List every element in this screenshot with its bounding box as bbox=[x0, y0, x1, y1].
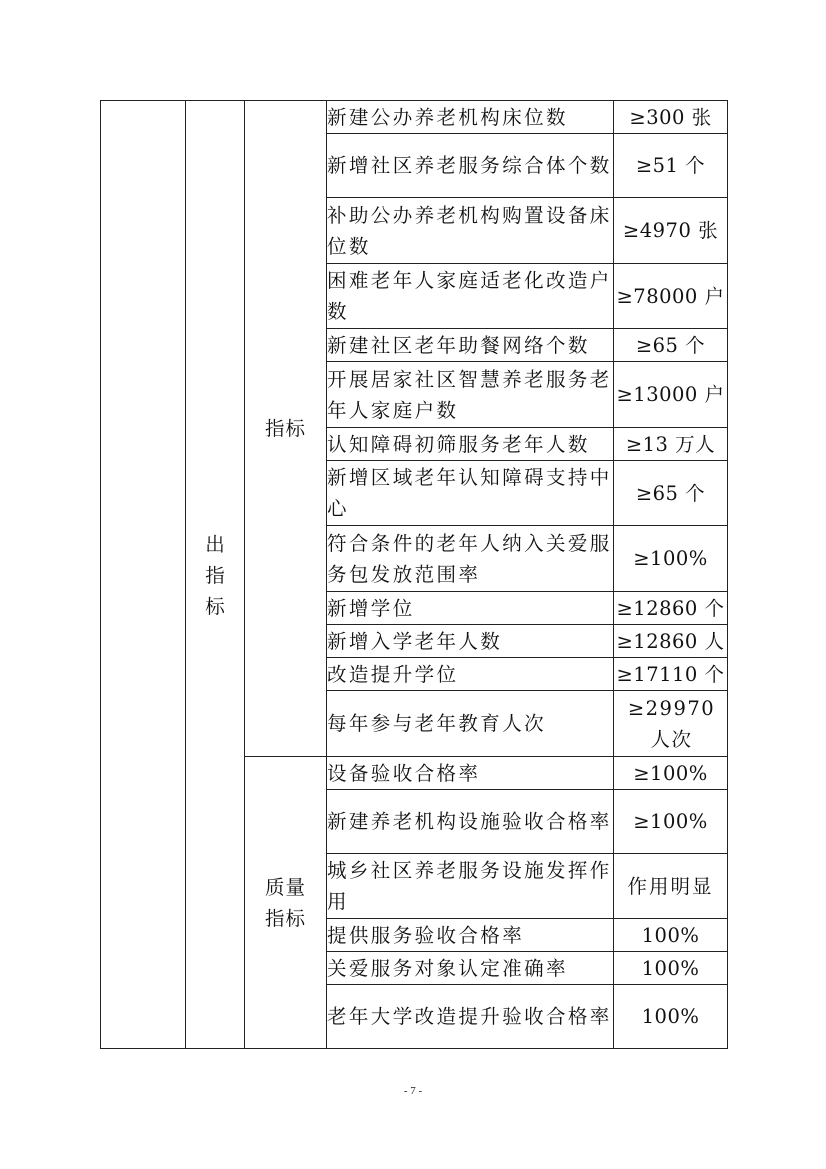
blank-category-cell bbox=[101, 101, 186, 1049]
page-number: - 7 - bbox=[403, 1085, 423, 1097]
indicator-value: ≥17110 个 bbox=[614, 658, 728, 691]
output-indicator-cell bbox=[186, 101, 245, 1049]
indicator-value: ≥12860 个 bbox=[614, 592, 728, 625]
indicator-value: ≥65 个 bbox=[614, 461, 728, 526]
indicator-value: ≥300 张 bbox=[614, 101, 728, 134]
indicator-value: ≥100% bbox=[614, 526, 728, 592]
indicator-name: 补助公办养老机构购置设备床位数 bbox=[327, 198, 614, 264]
indicator-name: 新建社区老年助餐网络个数 bbox=[327, 329, 614, 362]
quality-indicator-label: 质量指标 bbox=[264, 875, 306, 930]
indicator-name: 认知障碍初筛服务老年人数 bbox=[327, 428, 614, 461]
quality-indicator-cell bbox=[245, 757, 327, 1049]
indicator-name: 老年大学改造提升验收合格率 bbox=[327, 985, 614, 1049]
indicator-table bbox=[100, 100, 728, 1049]
indicator-name: 城乡社区养老服务设施发挥作用 bbox=[327, 854, 614, 919]
indicator-name: 新增社区养老服务综合体个数 bbox=[327, 134, 614, 198]
indicator-value: 100% bbox=[614, 985, 728, 1049]
indicator-name: 新增入学老年人数 bbox=[327, 625, 614, 658]
indicator-value: ≥12860 人 bbox=[614, 625, 728, 658]
output-indicator-label: 出指标 bbox=[205, 532, 225, 618]
indicator-name: 新建公办养老机构床位数 bbox=[327, 101, 614, 134]
indicator-value: ≥29970 人次 bbox=[614, 691, 728, 757]
indicator-value: ≥4970 张 bbox=[614, 198, 728, 264]
indicator-value: ≥65 个 bbox=[614, 329, 728, 362]
indicator-value: ≥13000 户 bbox=[614, 362, 728, 428]
indicator-value: ≥100% bbox=[614, 790, 728, 854]
indicator-value: 100% bbox=[614, 919, 728, 952]
quantity-indicator-cell bbox=[245, 101, 327, 757]
indicator-value: 作用明显 bbox=[614, 854, 728, 919]
indicator-name: 设备验收合格率 bbox=[327, 757, 614, 790]
indicator-name: 开展居家社区智慧养老服务老年人家庭户数 bbox=[327, 362, 614, 428]
indicator-value: 100% bbox=[614, 952, 728, 985]
indicator-value: ≥78000 户 bbox=[614, 264, 728, 329]
indicator-value: ≥13 万人 bbox=[614, 428, 728, 461]
indicator-name: 符合条件的老年人纳入关爱服务包发放范围率 bbox=[327, 526, 614, 592]
indicator-value: ≥100% bbox=[614, 757, 728, 790]
quantity-indicator-label: 指标 bbox=[264, 417, 306, 440]
indicator-name: 关爱服务对象认定准确率 bbox=[327, 952, 614, 985]
indicator-name: 改造提升学位 bbox=[327, 658, 614, 691]
indicator-name: 提供服务验收合格率 bbox=[327, 919, 614, 952]
indicator-name: 新增学位 bbox=[327, 592, 614, 625]
indicator-name: 新增区域老年认知障碍支持中心 bbox=[327, 461, 614, 526]
indicator-name: 困难老年人家庭适老化改造户数 bbox=[327, 264, 614, 329]
indicator-name: 每年参与老年教育人次 bbox=[327, 691, 614, 757]
indicator-name: 新建养老机构设施验收合格率 bbox=[327, 790, 614, 854]
indicator-value: ≥51 个 bbox=[614, 134, 728, 198]
